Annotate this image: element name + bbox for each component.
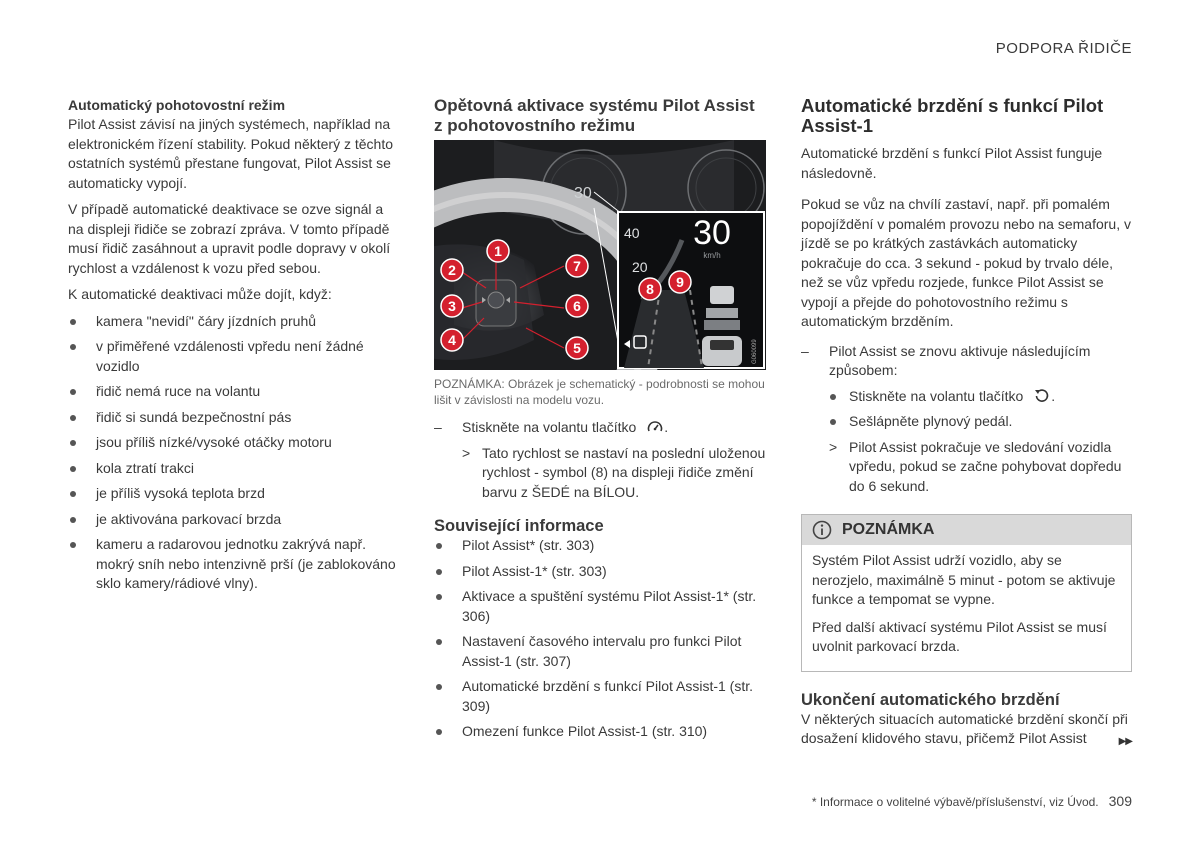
note-paragraph: Systém Pilot Assist udrží vozidlo, aby se nerozjelo, maximálně 5 minut - potom se aktivuje funkce a tempomat se vypne. (812, 552, 1116, 607)
related-link[interactable]: Aktivace a spuštění systému Pilot Assist-1* (str. 306) (434, 587, 766, 626)
figure-caption: POZNÁMKA: Obrázek je schematický - podrobnosti se mohou lišit v závislosti na modelu vozu. (434, 377, 765, 407)
column-middle (434, 96, 766, 748)
related-heading: Související informace (434, 517, 604, 535)
list-item: řidič si sundá bezpečnostní pás (68, 408, 398, 428)
speed-readout: 30 (693, 214, 731, 252)
figure-code: G060099 (752, 339, 758, 364)
end-braking-heading: Ukončení automatického brzdění (801, 690, 1060, 709)
list-item: kamera "nevidí" čáry jízdních pruhů (68, 312, 398, 332)
related-link[interactable]: Pilot Assist* (str. 303) (434, 536, 766, 556)
paragraph: Automatické brzdění s funkcí Pilot Assist funguje následovně. (801, 145, 1103, 181)
step-text: Pilot Assist se znovu aktivuje následujícím způsobem: (829, 342, 1091, 378)
sub-step (829, 387, 1132, 407)
note-paragraph: Před další aktivací systému Pilot Assist se musí uvolnit parkovací brzda. (812, 618, 1107, 654)
result-text: Tato rychlost se nastaví na poslední uloženou rychlost - symbol (8) na displeji řidiče změní barvu z ŠEDÉ na BÍLOU. (482, 444, 766, 500)
step-text: Stiskněte na volantu tlačítko (462, 419, 637, 435)
callout-8: 8 (646, 281, 654, 297)
result-marker: > (462, 444, 471, 461)
section-header: PODPORA ŘIDIČE (995, 40, 1132, 57)
paragraph: V některých situacích automatické brzdění skončí při dosažení klidového stavu, přičemž Pilot Assist (801, 710, 1128, 746)
footer (812, 793, 1132, 809)
column-right (801, 96, 1132, 756)
step (434, 418, 766, 502)
speed-mark-20: 20 (632, 259, 648, 275)
sub-step-list (829, 387, 1132, 432)
result-marker: > (829, 438, 838, 455)
column-left (68, 96, 398, 600)
speed-unit: km/h (703, 251, 721, 260)
deactivation-list (68, 312, 398, 594)
page-number: 309 (1108, 793, 1132, 809)
callout-1: 1 (494, 243, 502, 259)
info-icon (812, 520, 832, 540)
continue-arrows-icon: ▶▶ (1118, 736, 1132, 747)
reactivation-heading: Opětovná aktivace systému Pilot Assist z pohotovostního režimu (434, 96, 755, 135)
step-result (462, 444, 766, 503)
step-result (829, 438, 1132, 497)
cluster-speed: 30 (574, 185, 592, 202)
list-item: kameru a radarovou jednotku zakrývá např. mokrý sníh nebo intenzivně prší (je zablokováno sklo kamery/rádiové vlny). (68, 535, 398, 594)
speedometer-icon (646, 419, 664, 435)
sub-step-text: Stiskněte na volantu tlačítko (849, 387, 1024, 404)
list-item: řidič nemá ruce na volantu (68, 382, 398, 402)
speed-mark-40: 40 (624, 225, 640, 241)
list-item: v přiměřené vzdálenosti vpředu není žádné vozidlo (68, 337, 398, 376)
related-link[interactable]: Automatické brzdění s funkcí Pilot Assist-1 (str. 309) (434, 677, 766, 716)
callout-6: 6 (573, 298, 581, 314)
footnote: * Informace o volitelné výbavě/příslušenství, viz Úvod. (811, 795, 1099, 809)
resume-icon (1033, 388, 1051, 404)
note-title: POZNÁMKA (842, 521, 935, 539)
related-link[interactable]: Pilot Assist-1* (str. 303) (434, 562, 766, 582)
note-body (802, 545, 1131, 671)
paragraph: K automatické deaktivaci může dojít, když: (68, 286, 332, 302)
paragraph: Pokud se vůz na chvílí zastaví, např. při pomalém popojíždění v pomalém provozu nebo na semaforu, v jízdě se po krátkých zastávkách automaticky pokračuje do cca. 3 sekund - pokud by trvalo déle, než se vůz vpředu rozjede, funkce Pilot Assist se vypojí a přejde do pohotovostního režimu s automatickým brzděním. (801, 196, 1131, 329)
list-item: je příliš vysoká teplota brzd (68, 484, 398, 504)
related-link[interactable]: Omezení funkce Pilot Assist-1 (str. 310) (434, 722, 766, 742)
sub-step: Sešlápněte plynový pedál. (829, 412, 1132, 432)
callout-2: 2 (448, 262, 456, 278)
callout-7: 7 (573, 258, 581, 274)
dashboard-svg (434, 140, 766, 370)
result-text: Pilot Assist pokračuje ve sledování vozidla vpředu, pokud se začne pohybovat dopředu do 6 sekund. (849, 438, 1122, 494)
standby-heading: Automatický pohotovostní režim (68, 97, 286, 113)
sub-step-end: . (1051, 387, 1056, 404)
callout-4: 4 (448, 332, 456, 348)
note-box (801, 514, 1132, 672)
step-dash: – (434, 419, 442, 435)
paragraph: Pilot Assist závisí na jiných systémech, například na elektronickém řízení stability. Pokud některý z těchto ostatních systémů přestane fungovat, Pilot Assist se automaticky vypojí. (68, 116, 393, 191)
related-list (434, 536, 766, 742)
step (801, 342, 1132, 497)
paragraph: V případě automatické deaktivace se ozve signál a na displeji řidiče se zobrazí zpráva. V tomto případě musí řidič zasáhnout a upravit podle dopravy v okolí rychlost a vzdálenost k vozu před sebou. (68, 201, 391, 276)
list-item: kola ztratí trakci (68, 459, 398, 479)
note-header (802, 515, 1131, 545)
callout-3: 3 (448, 298, 456, 314)
list-item: je aktivována parkovací brzda (68, 510, 398, 530)
auto-braking-heading: Automatické brzdění s funkcí Pilot Assist-1 (801, 95, 1104, 136)
callout-5: 5 (573, 340, 581, 356)
step-end: . (664, 419, 669, 435)
steering-wheel-illustration (434, 140, 766, 370)
callout-9: 9 (676, 274, 684, 290)
step-dash: – (801, 342, 809, 359)
list-item: jsou příliš nízké/vysoké otáčky motoru (68, 433, 398, 453)
related-link[interactable]: Nastavení časového intervalu pro funkci Pilot Assist-1 (str. 307) (434, 632, 766, 671)
